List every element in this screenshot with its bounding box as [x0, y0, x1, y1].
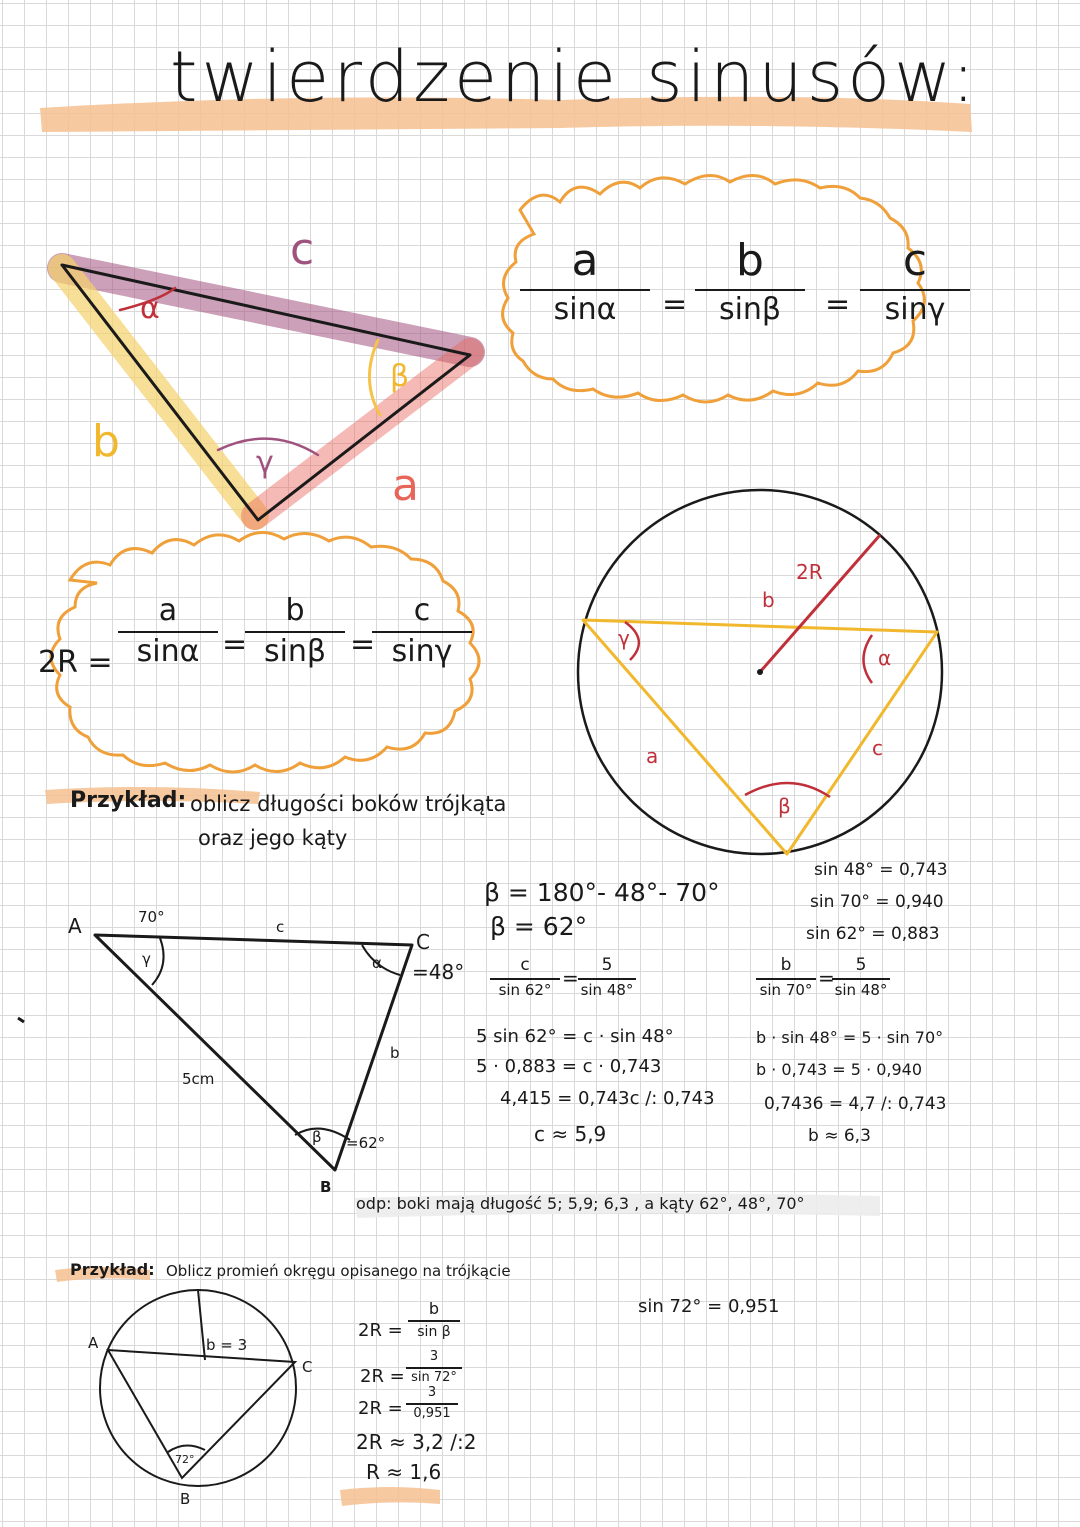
label-b: b: [92, 416, 120, 467]
c2-lhs-1: 2R =: [360, 1366, 405, 1387]
steps2-3: b ≈ 6,3: [808, 1126, 871, 1146]
label-a: a: [392, 460, 419, 511]
steps2-1: b · 0,743 = 5 · 0,940: [756, 1060, 923, 1079]
tri-gamma: γ: [142, 950, 151, 968]
tri-angle-C: =48°: [412, 960, 465, 984]
steps2-2: 0,7436 = 4,7 /: 0,743: [764, 1094, 947, 1114]
theorem-frac-c: c sinγ: [860, 236, 970, 327]
steps1-2: 4,415 = 0,743c /: 0,743: [500, 1088, 715, 1109]
circle-label-a: a: [646, 744, 659, 768]
side-a-highlight: [255, 352, 470, 516]
angle-beta-arc: [369, 340, 380, 415]
c2-B: B: [180, 1490, 191, 1508]
alpha-arc: [864, 635, 873, 683]
theorem-frac-b: b sinβ: [695, 236, 805, 327]
c2-angle: 72°: [175, 1453, 195, 1466]
example1-line1: oblicz długości boków trójkąta: [190, 792, 507, 816]
answer: odp: boki mają długość 5; 5,9; 6,3 , a kąty 62°, 48°, 70°: [356, 1194, 805, 1213]
example2-text: Oblicz promień okręgu opisanego na trójkącie: [166, 1262, 511, 1280]
c2-tail-1: R ≈ 1,6: [366, 1460, 442, 1484]
sine-48: sin 48° = 0,743: [814, 860, 948, 880]
extended-frac-b: b sinβ: [245, 594, 345, 669]
c2-lhs-0: 2R =: [358, 1320, 403, 1341]
circle-1: [578, 490, 942, 854]
steps2-0: b · sin 48° = 5 · sin 70°: [756, 1028, 944, 1047]
sin72-note: sin 72° = 0,951: [638, 1296, 780, 1317]
circle-label-c: c: [872, 736, 883, 760]
tri-alpha: α: [372, 954, 382, 972]
circle-2: [100, 1290, 296, 1486]
circle-label-gamma: γ: [618, 626, 630, 650]
label-c: c: [290, 224, 315, 275]
c2-A: A: [88, 1334, 99, 1352]
c2-C: C: [302, 1358, 313, 1376]
tri-side-5: 5cm: [182, 1070, 215, 1088]
label-gamma: γ: [256, 445, 274, 480]
tri-A: A: [68, 914, 82, 938]
theorem-frac-a: a sinα: [520, 236, 650, 327]
radius-line: [760, 535, 880, 672]
example2-label: Przykład:: [70, 1260, 155, 1279]
extended-frac-c: c sinγ: [372, 594, 472, 669]
c2-lhs-2: 2R =: [358, 1398, 403, 1419]
extended-frac-a: a sinα: [118, 594, 218, 669]
steps1-3: c ≈ 5,9: [534, 1122, 607, 1146]
tri-angle-A: 70°: [138, 908, 165, 926]
c2-b: b = 3: [206, 1336, 248, 1354]
page-title: twierdzenie sinusów:: [170, 36, 980, 118]
c2-frac-1: 3 sin 72°: [406, 1350, 462, 1386]
c2-frac-0: b sin β: [408, 1300, 460, 1340]
frac1-left: c sin 62°: [490, 956, 560, 999]
tri-side-b: b: [390, 1044, 400, 1062]
c2-tail-0: 2R ≈ 3,2 /:2: [356, 1430, 477, 1454]
steps1-1: 5 · 0,883 = c · 0,743: [476, 1056, 662, 1077]
c2-frac-2: 3 0,951: [406, 1386, 458, 1422]
frac1-right: 5 sin 48°: [578, 956, 636, 999]
tri-beta: β: [312, 1128, 322, 1146]
sine-70: sin 70° = 0,940: [810, 892, 944, 912]
frac2-left: b sin 70°: [756, 956, 816, 999]
example1-line2: oraz jego kąty: [198, 826, 348, 850]
beta-calc-1: β = 180°- 48°- 70°: [484, 878, 720, 907]
sine-62: sin 62° = 0,883: [806, 924, 940, 944]
circle-label-b: b: [762, 588, 775, 612]
tri-side-c: c: [276, 918, 285, 936]
example1-label: Przykład:: [70, 788, 187, 813]
beta-calc-2: β = 62°: [490, 912, 588, 941]
steps1-0: 5 sin 62° = c · sin 48°: [476, 1026, 674, 1047]
extended-prefix: 2R =: [38, 645, 113, 680]
tri-B: B: [320, 1178, 332, 1196]
label-beta: β: [390, 359, 410, 394]
tri-C: C: [416, 930, 430, 954]
circle-label-alpha: α: [878, 646, 892, 670]
circle-label-beta: β: [778, 794, 791, 818]
label-alpha: α: [140, 291, 160, 326]
frac2-right: 5 sin 48°: [832, 956, 890, 999]
label-2R: 2R: [796, 560, 823, 584]
tri-angle-B: =62°: [346, 1134, 386, 1152]
